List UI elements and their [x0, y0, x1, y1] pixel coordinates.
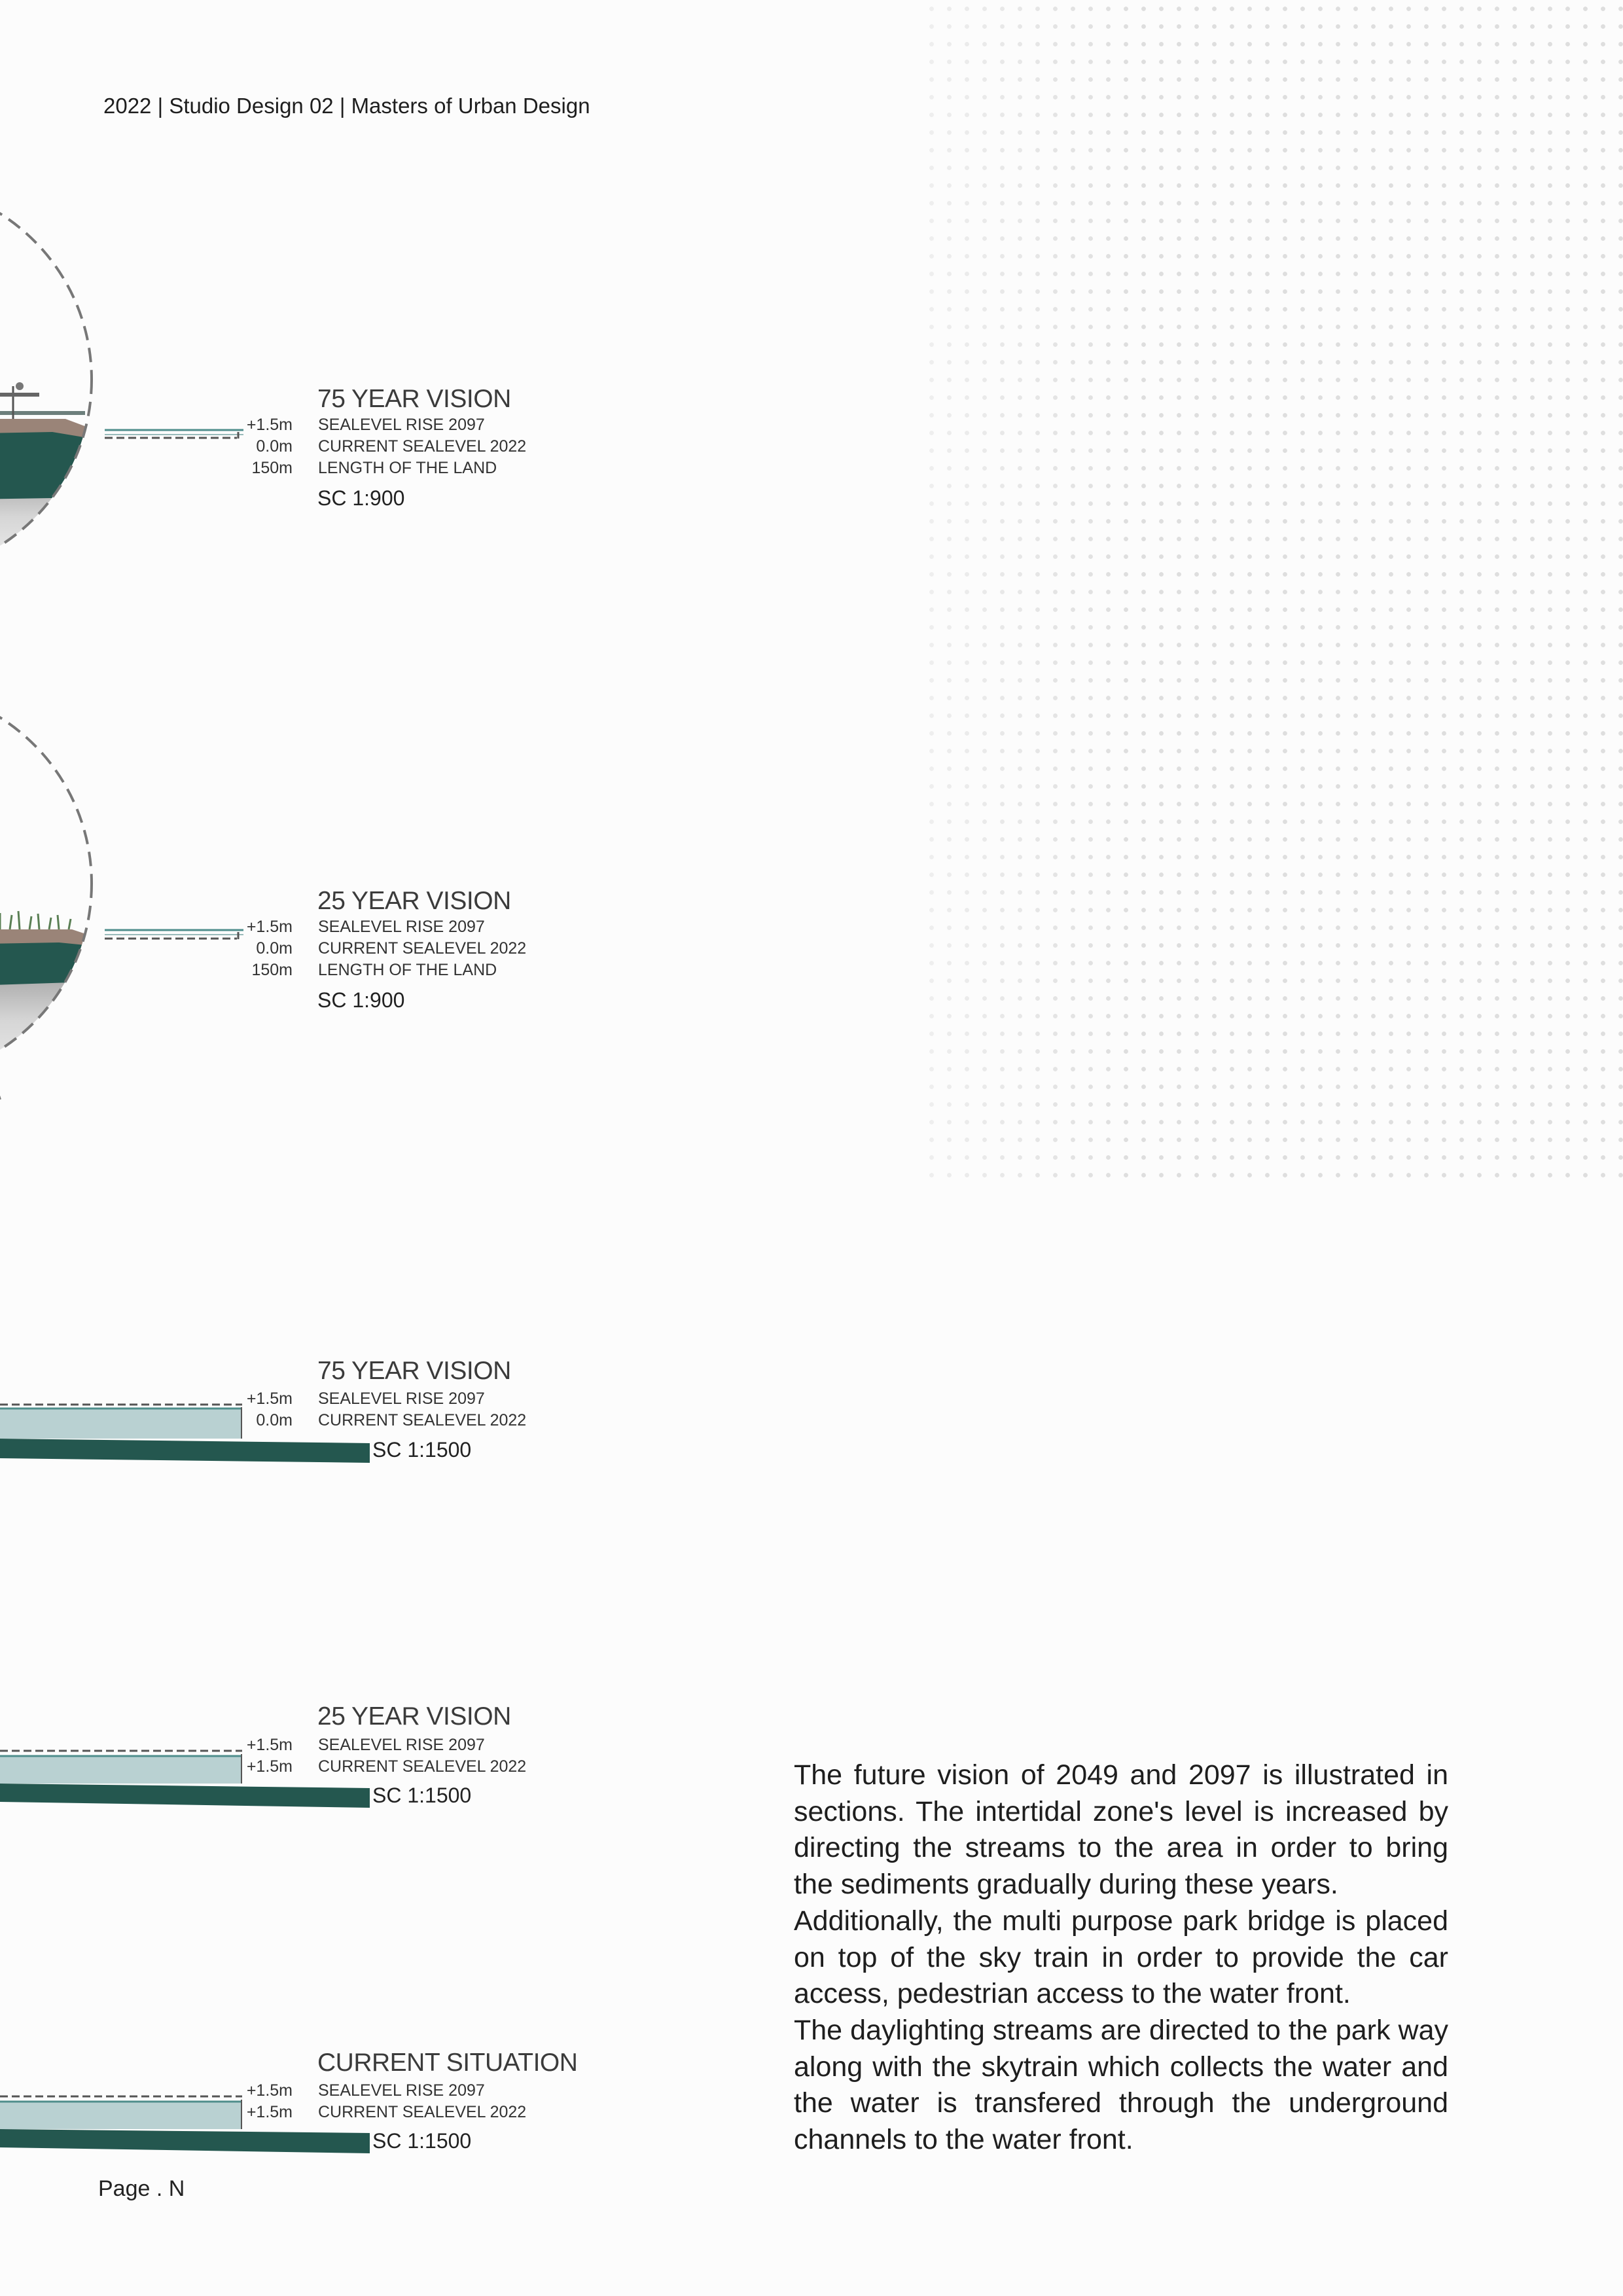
level-value: +1.5m [246, 1390, 293, 1408]
level-value: +1.5m [246, 1757, 293, 1776]
length-label: LENGTH OF THE LAND [318, 961, 497, 979]
description-text [794, 1757, 1448, 2159]
scale-label: SC 1:1500 [372, 1784, 472, 1807]
level-label: SEALEVEL RISE 2097 [318, 1390, 485, 1408]
level-value: +1.5m [246, 416, 293, 434]
linear-section-75-year [0, 1405, 370, 1463]
scale-label: SC 1:900 [317, 988, 405, 1012]
level-value: 0.0m [256, 939, 293, 958]
section-title: 25 YEAR VISION [317, 1702, 511, 1731]
level-value: +1.5m [246, 1736, 293, 1754]
level-label: SEALEVEL RISE 2097 [318, 416, 485, 434]
magnified-section-75-year [0, 183, 131, 583]
level-value: +1.5m [246, 2103, 293, 2121]
description-paragraph: The daylighting streams are directed to the park way along with the skytrain which collects the water and the water is transfered through the underground channels to the water front. [794, 2014, 1448, 2156]
level-label: SEALEVEL RISE 2097 [318, 918, 485, 936]
level-value: +1.5m [246, 918, 293, 936]
description-paragraph: Additionally, the multi purpose park bridge is placed on top of the sky train in order to provide the car access, pedestrian access to the water front. [794, 1905, 1448, 2010]
level-value: 0.0m [256, 1411, 293, 1429]
level-label: CURRENT SEALEVEL 2022 [318, 2103, 527, 2121]
page-header: 2022 | Studio Design 02 | Masters of Urban Design [103, 94, 590, 118]
page-number: Page . N [98, 2176, 185, 2201]
section-title: 75 YEAR VISION [317, 385, 511, 413]
level-label: CURRENT SEALEVEL 2022 [318, 1411, 527, 1429]
level-label: CURRENT SEALEVEL 2022 [318, 1757, 527, 1776]
length-label: LENGTH OF THE LAND [318, 459, 497, 477]
section-title: 25 YEAR VISION [317, 887, 511, 915]
level-label: CURRENT SEALEVEL 2022 [318, 437, 527, 456]
scale-label: SC 1:1500 [372, 2129, 472, 2153]
section-title: 75 YEAR VISION [317, 1357, 511, 1385]
linear-section-25-year [0, 1751, 370, 1808]
length-value: 150m [251, 459, 293, 477]
magnified-section-25-year [0, 687, 131, 1100]
description-paragraph: The future vision of 2049 and 2097 is illustrated in sections. The intertidal zone's level is increased by directing the streams to the area in order to bring the sediments gradually during these years. [794, 1759, 1448, 1901]
length-value: 150m [251, 961, 293, 979]
level-label: SEALEVEL RISE 2097 [318, 1736, 485, 1754]
scale-label: SC 1:1500 [372, 1438, 472, 1462]
level-label: SEALEVEL RISE 2097 [318, 2081, 485, 2100]
section-title: CURRENT SITUATION [317, 2049, 578, 2077]
scale-label: SC 1:900 [317, 486, 405, 510]
level-value: +1.5m [246, 2081, 293, 2100]
level-value: 0.0m [256, 437, 293, 456]
level-label: CURRENT SEALEVEL 2022 [318, 939, 527, 958]
linear-section-current [0, 2096, 370, 2153]
